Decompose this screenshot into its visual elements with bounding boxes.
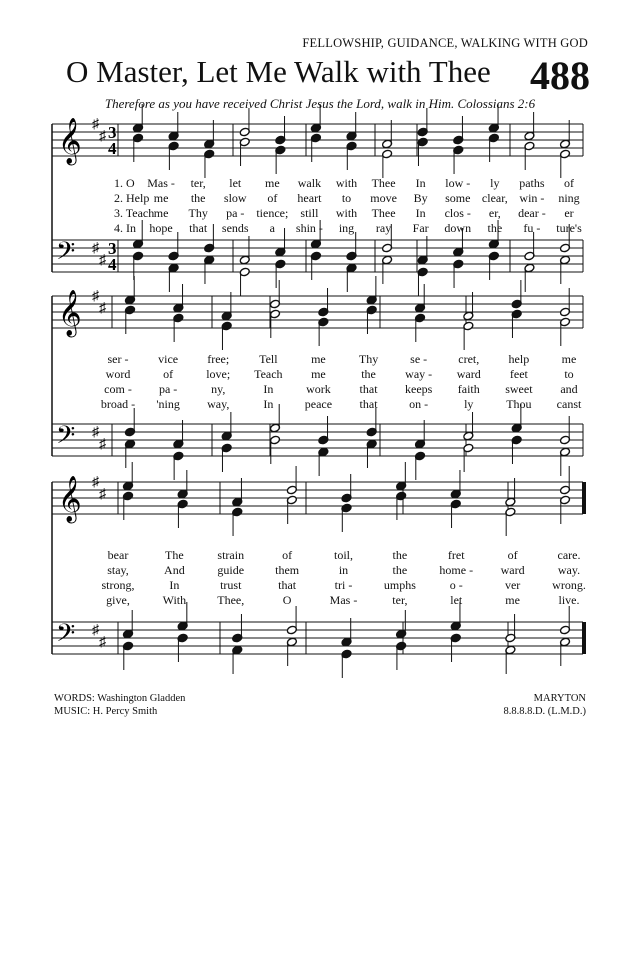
- lyric-syllable: help: [508, 352, 530, 366]
- lyric-syllable: the: [487, 221, 503, 235]
- time-signature-bottom: 4: [108, 139, 117, 158]
- lyric-syllable: Thy: [188, 206, 208, 220]
- sharp-sign: ♯: [99, 129, 106, 144]
- lyric-syllable: still: [300, 206, 319, 220]
- lyric-syllable: toil,: [333, 548, 354, 562]
- lyric-syllable: fret: [447, 548, 465, 562]
- lyric-syllable: me: [153, 206, 169, 220]
- lyric-syllable: of: [282, 548, 293, 562]
- lyric-syllable: tience;: [256, 206, 289, 220]
- lyric-syllable: trust: [220, 578, 242, 592]
- sharp-sign: ♯: [92, 117, 99, 132]
- lyric-syllable: me: [561, 352, 577, 366]
- lyric-syllable: Thee: [371, 206, 396, 220]
- lyric-syllable: In: [263, 382, 274, 396]
- lyric-syllable: 3. Teach: [114, 206, 155, 220]
- sharp-sign: ♯: [92, 425, 99, 440]
- lyric-syllable: 'ning: [156, 397, 180, 411]
- lyric-syllable: pa -: [158, 382, 178, 396]
- lyric-syllable: ward: [456, 367, 481, 381]
- time-signature-top: 3: [108, 123, 117, 142]
- final-barline: [582, 622, 586, 654]
- lyric-syllable: guide: [217, 563, 245, 577]
- lyric-syllable: some: [445, 191, 471, 205]
- words-credit: WORDS: Washington Gladden: [54, 693, 186, 704]
- music-credit: MUSIC: H. Percy Smith: [54, 706, 158, 717]
- hymn-title: O Master, Let Me Walk with Thee: [66, 54, 491, 89]
- lyric-syllable: Thee,: [217, 593, 245, 607]
- lyric-syllable: that: [359, 382, 378, 396]
- lyric-syllable: of: [507, 548, 518, 562]
- lyric-syllable: give,: [106, 593, 130, 607]
- lyric-syllable: pa -: [226, 206, 245, 220]
- lyric-syllable: se -: [410, 352, 428, 366]
- lyric-syllable: faith: [457, 382, 480, 396]
- lyric-syllable: me: [311, 367, 326, 381]
- lyric-syllable: and: [560, 382, 578, 396]
- time-signature-top: 3: [108, 239, 117, 258]
- bass-clef: 𝄢: [56, 422, 76, 455]
- lyric-syllable: er,: [488, 206, 501, 220]
- lyric-syllable: move: [370, 191, 397, 205]
- lyric-syllable: O: [282, 593, 292, 607]
- lyric-syllable: cret,: [458, 352, 480, 366]
- lyric-syllable: them: [275, 563, 300, 577]
- time-signature-bottom: 4: [108, 255, 117, 274]
- credits-right: [503, 692, 586, 718]
- sharp-sign: ♯: [92, 289, 99, 304]
- lyric-syllable: o -: [449, 578, 463, 592]
- lyric-syllable: of: [163, 367, 174, 381]
- lyric-syllable: love;: [206, 367, 231, 381]
- lyric-syllable: ing: [338, 221, 355, 235]
- lyric-syllable: that: [189, 221, 208, 235]
- lyric-syllable: keeps: [404, 382, 433, 396]
- lyric-syllable: Thou: [506, 397, 532, 411]
- lyric-syllable: ny,: [211, 382, 226, 396]
- final-barline: [582, 482, 586, 514]
- lyric-syllable: with: [335, 176, 358, 190]
- treble-clef: 𝄞: [58, 476, 82, 521]
- lyric-syllable: wrong.: [552, 578, 586, 592]
- lyric-syllable: clear,: [481, 191, 508, 205]
- lyric-syllable: ning: [558, 191, 580, 205]
- sharp-sign: ♯: [99, 301, 106, 316]
- lyric-syllable: to: [564, 367, 574, 381]
- lyric-syllable: vice: [158, 352, 179, 366]
- lyric-syllable: home -: [439, 563, 474, 577]
- treble-clef: 𝄞: [58, 290, 82, 335]
- lyric-syllable: heart: [297, 191, 322, 205]
- lyric-syllable: live.: [558, 593, 580, 607]
- hymn-number: 488: [530, 53, 590, 98]
- lyric-syllable: ly: [490, 176, 500, 190]
- topic-heading: FELLOWSHIP, GUIDANCE, WALKING WITH GOD: [302, 36, 588, 50]
- lyric-syllable: Far: [412, 221, 429, 235]
- lyric-syllable: Tell: [259, 352, 278, 366]
- sharp-sign: ♯: [99, 487, 106, 502]
- lyric-syllable: Mas -: [147, 176, 175, 190]
- lyric-syllable: In: [169, 578, 180, 592]
- lyric-syllable: a: [269, 221, 275, 235]
- lyric-syllable: slow: [223, 191, 247, 205]
- lyric-syllable: of: [267, 191, 278, 205]
- lyric-syllable: ver: [504, 578, 521, 592]
- sharp-sign: ♯: [92, 241, 99, 256]
- lyric-syllable: paths: [519, 176, 545, 190]
- bass-clef: 𝄢: [56, 620, 76, 653]
- lyric-syllable: way -: [405, 367, 433, 381]
- tune-name: MARYTON: [533, 693, 586, 704]
- lyric-syllable: 2. Help: [114, 191, 150, 205]
- lyric-syllable: the: [190, 191, 206, 205]
- lyric-syllable: ray: [375, 221, 392, 235]
- lyric-syllable: low -: [445, 176, 471, 190]
- lyric-syllable: peace: [304, 397, 333, 411]
- sharp-sign: ♯: [99, 437, 106, 452]
- lyric-syllable: er: [564, 206, 574, 220]
- lyric-syllable: hope: [149, 221, 173, 235]
- lyric-syllable: care.: [557, 548, 581, 562]
- sharp-sign: ♯: [92, 475, 99, 490]
- lyric-syllable: canst: [556, 397, 582, 411]
- lyric-syllable: The: [165, 548, 184, 562]
- lyric-syllable: word: [105, 367, 131, 381]
- lyric-syllable: stay,: [107, 563, 129, 577]
- lyric-syllable: feet: [509, 367, 528, 381]
- lyric-syllable: ter,: [392, 593, 408, 607]
- lyric-syllable: the: [392, 563, 408, 577]
- lyric-syllable: that: [278, 578, 297, 592]
- lyric-syllable: with: [335, 206, 358, 220]
- lyric-syllable: me: [505, 593, 520, 607]
- lyric-syllable: me: [311, 352, 326, 366]
- lyric-syllable: ward: [500, 563, 525, 577]
- lyric-syllable: let: [450, 593, 463, 607]
- lyric-syllable: fu -: [523, 221, 541, 235]
- lyric-syllable: In: [415, 206, 426, 220]
- lyric-syllable: tri -: [334, 578, 353, 592]
- lyric-syllable: By: [413, 191, 428, 205]
- lyric-syllable: sweet: [505, 382, 533, 396]
- lyric-syllable: clos -: [444, 206, 471, 220]
- lyric-syllable: to: [341, 191, 352, 205]
- meter: 8.8.8.8.D. (L.M.D.): [503, 706, 586, 717]
- lyric-syllable: that: [359, 397, 378, 411]
- credits-left: [54, 692, 185, 718]
- lyric-syllable: 1. O: [114, 176, 135, 190]
- scripture-reference: Therefore as you have received Christ Jesus the Lord, walk in Him. Colossians 2:6: [104, 96, 536, 111]
- bass-clef: 𝄢: [56, 238, 76, 271]
- lyric-syllable: way.: [557, 563, 581, 577]
- lyric-syllable: With: [162, 593, 187, 607]
- treble-clef: 𝄞: [58, 118, 82, 163]
- lyric-syllable: let: [229, 176, 242, 190]
- lyric-syllable: win -: [519, 191, 545, 205]
- lyric-syllable: In: [415, 176, 426, 190]
- lyric-syllable: me: [153, 191, 169, 205]
- lyric-syllable: free;: [207, 352, 230, 366]
- lyric-syllable: Thy: [358, 352, 379, 366]
- lyric-syllable: ser -: [107, 352, 129, 366]
- lyric-syllable: In: [263, 397, 274, 411]
- lyric-syllable: strong,: [101, 578, 135, 592]
- lyric-syllable: of: [564, 176, 574, 190]
- sharp-sign: ♯: [99, 635, 106, 650]
- lyric-syllable: ter,: [190, 176, 206, 190]
- lyric-syllable: the: [392, 548, 408, 562]
- lyric-syllable: broad -: [100, 397, 136, 411]
- lyric-syllable: umphs: [383, 578, 416, 592]
- lyric-syllable: shin -: [295, 221, 323, 235]
- lyric-syllable: work: [306, 382, 331, 396]
- lyric-syllable: Mas -: [329, 593, 358, 607]
- lyric-syllable: down: [444, 221, 472, 235]
- lyric-syllable: com -: [104, 382, 132, 396]
- lyric-syllable: the: [361, 367, 376, 381]
- lyric-syllable: sends: [221, 221, 249, 235]
- sharp-sign: ♯: [92, 623, 99, 638]
- sharp-sign: ♯: [99, 253, 106, 268]
- lyric-syllable: strain: [217, 548, 245, 562]
- lyric-syllable: bear: [107, 548, 129, 562]
- lyric-syllable: on -: [409, 397, 429, 411]
- lyric-syllable: And: [164, 563, 185, 577]
- lyric-syllable: Thee: [371, 176, 396, 190]
- lyric-syllable: me: [264, 176, 280, 190]
- lyric-syllable: in: [338, 563, 349, 577]
- lyric-syllable: dear -: [518, 206, 546, 220]
- lyric-syllable: ly: [464, 397, 474, 411]
- lyric-syllable: way,: [207, 397, 230, 411]
- lyric-syllable: walk: [297, 176, 322, 190]
- lyric-syllable: 4. In: [114, 221, 136, 235]
- lyric-syllable: ture's: [556, 221, 582, 235]
- lyric-syllable: Teach: [254, 367, 283, 381]
